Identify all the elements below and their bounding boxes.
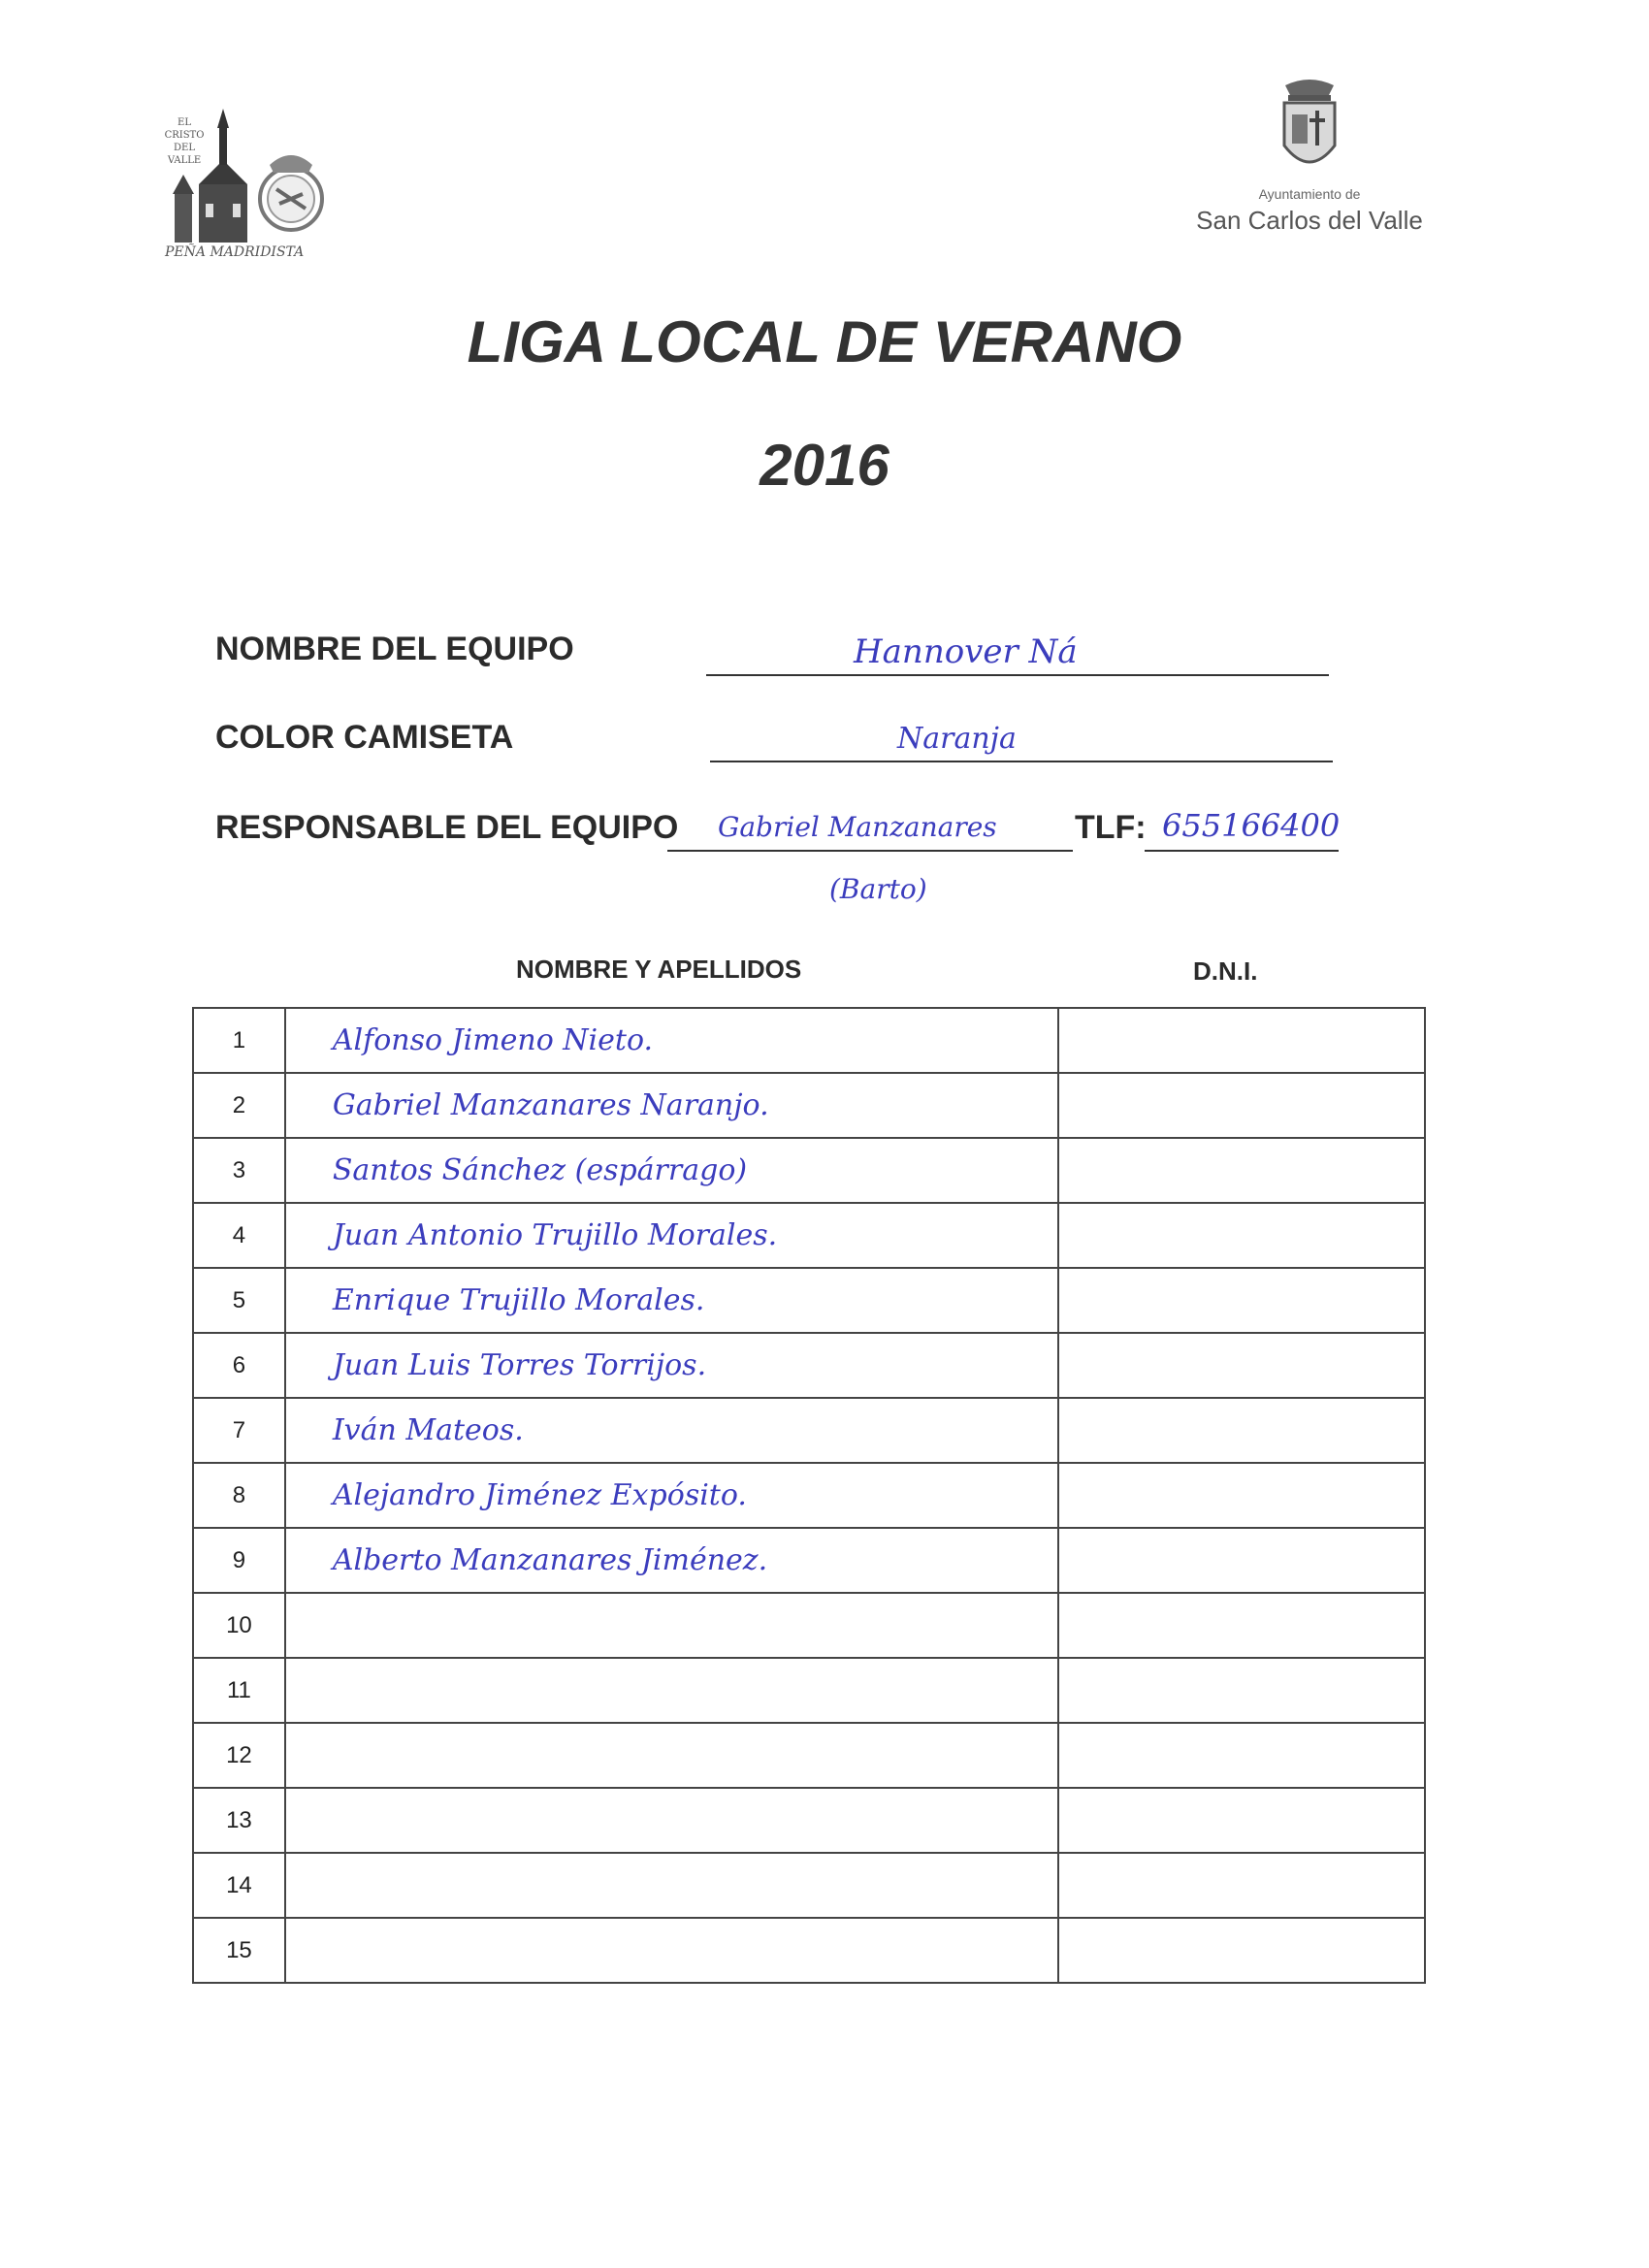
player-name-cell[interactable] [285, 1008, 1058, 1073]
player-name-cell[interactable] [285, 1203, 1058, 1268]
player-name: Iván Mateos. [332, 1413, 524, 1447]
table-row [193, 1398, 1425, 1463]
player-dni-cell[interactable] [1058, 1593, 1425, 1658]
player-name-cell[interactable] [285, 1918, 1058, 1983]
row-number: 12 [193, 1723, 285, 1788]
shirt-color-value[interactable]: Naranja [897, 722, 1017, 756]
roster-table [192, 1007, 1426, 1984]
logo-left-line-1: EL [178, 117, 191, 128]
player-dni-cell[interactable] [1058, 1138, 1425, 1203]
page-year: 2016 [760, 433, 889, 498]
row-number: 5 [193, 1268, 285, 1333]
page-title: LIGA LOCAL DE VERANO [467, 309, 1182, 374]
row-number: 10 [193, 1593, 285, 1658]
player-name-cell[interactable] [285, 1788, 1058, 1853]
player-dni-cell[interactable] [1058, 1398, 1425, 1463]
pena-madridista-caption: PEÑA MADRIDISTA [165, 244, 305, 260]
logo-left-line-2: CRISTO [164, 130, 205, 141]
player-dni-cell[interactable] [1058, 1073, 1425, 1138]
table-row [193, 1918, 1425, 1983]
logo-left-line-4: VALLE [167, 155, 202, 166]
player-name-cell[interactable] [285, 1268, 1058, 1333]
team-name-line [706, 674, 1329, 676]
player-name-cell[interactable] [285, 1398, 1058, 1463]
row-number: 8 [193, 1463, 285, 1528]
team-name-value[interactable]: Hannover Ná [854, 632, 1078, 671]
player-dni-cell[interactable] [1058, 1268, 1425, 1333]
team-name-label: NOMBRE DEL EQUIPO [215, 631, 574, 667]
logo-left-line-3: DEL [174, 143, 195, 153]
player-name: Alberto Manzanares Jiménez. [332, 1543, 768, 1577]
manager-label: RESPONSABLE DEL EQUIPO [215, 809, 679, 846]
manager-note: (Barto) [829, 873, 927, 905]
phone-value[interactable]: 655166400 [1162, 807, 1341, 844]
ayuntamiento-logo [1183, 78, 1436, 243]
player-name: Santos Sánchez (espárrago) [332, 1153, 748, 1187]
player-dni-cell[interactable] [1058, 1723, 1425, 1788]
player-name-cell[interactable] [285, 1463, 1058, 1528]
shirt-color-line [710, 761, 1333, 762]
row-number: 9 [193, 1528, 285, 1593]
player-dni-cell[interactable] [1058, 1008, 1425, 1073]
player-name-cell[interactable] [285, 1528, 1058, 1593]
table-row [193, 1853, 1425, 1918]
player-name-cell[interactable] [285, 1138, 1058, 1203]
player-name: Gabriel Manzanares Naranjo. [332, 1088, 769, 1122]
table-row [193, 1723, 1425, 1788]
table-row [193, 1463, 1425, 1528]
table-row [193, 1073, 1425, 1138]
player-dni-cell[interactable] [1058, 1918, 1425, 1983]
player-name: Juan Antonio Trujillo Morales. [332, 1218, 778, 1252]
column-header-name: NOMBRE Y APELLIDOS [516, 955, 802, 984]
manager-value[interactable]: Gabriel Manzanares [718, 811, 997, 843]
ayuntamiento-subtitle: Ayuntamiento de [1258, 186, 1361, 202]
phone-label: TLF: [1075, 809, 1147, 846]
row-number: 1 [193, 1008, 285, 1073]
ayuntamiento-title: San Carlos del Valle [1196, 206, 1423, 235]
row-number: 15 [193, 1918, 285, 1983]
player-name: Enrique Trujillo Morales. [332, 1283, 705, 1317]
player-name-cell[interactable] [285, 1853, 1058, 1918]
table-row [193, 1788, 1425, 1853]
row-number: 14 [193, 1853, 285, 1918]
player-dni-cell[interactable] [1058, 1463, 1425, 1528]
player-dni-cell[interactable] [1058, 1203, 1425, 1268]
pena-madridista-logo [155, 107, 340, 262]
player-dni-cell[interactable] [1058, 1788, 1425, 1853]
row-number: 3 [193, 1138, 285, 1203]
table-row [193, 1333, 1425, 1398]
table-row [193, 1268, 1425, 1333]
manager-line [667, 850, 1073, 852]
table-row [193, 1658, 1425, 1723]
column-header-dni: D.N.I. [1193, 956, 1258, 986]
table-row [193, 1008, 1425, 1073]
player-name-cell[interactable] [285, 1073, 1058, 1138]
row-number: 4 [193, 1203, 285, 1268]
player-dni-cell[interactable] [1058, 1528, 1425, 1593]
row-number: 6 [193, 1333, 285, 1398]
table-row [193, 1528, 1425, 1593]
player-name: Alejandro Jiménez Expósito. [332, 1478, 747, 1512]
coat-of-arms-icon [1271, 78, 1348, 179]
row-number: 11 [193, 1658, 285, 1723]
player-name-cell[interactable] [285, 1333, 1058, 1398]
player-name: Alfonso Jimeno Nieto. [332, 1023, 654, 1057]
row-number: 7 [193, 1398, 285, 1463]
player-name-cell[interactable] [285, 1658, 1058, 1723]
player-dni-cell[interactable] [1058, 1333, 1425, 1398]
table-row [193, 1203, 1425, 1268]
phone-line [1145, 850, 1339, 852]
table-row [193, 1593, 1425, 1658]
table-row [193, 1138, 1425, 1203]
player-name: Juan Luis Torres Torrijos. [332, 1348, 707, 1382]
row-number: 2 [193, 1073, 285, 1138]
player-dni-cell[interactable] [1058, 1853, 1425, 1918]
shirt-color-label: COLOR CAMISETA [215, 719, 514, 756]
player-name-cell[interactable] [285, 1593, 1058, 1658]
row-number: 13 [193, 1788, 285, 1853]
player-dni-cell[interactable] [1058, 1658, 1425, 1723]
player-name-cell[interactable] [285, 1723, 1058, 1788]
